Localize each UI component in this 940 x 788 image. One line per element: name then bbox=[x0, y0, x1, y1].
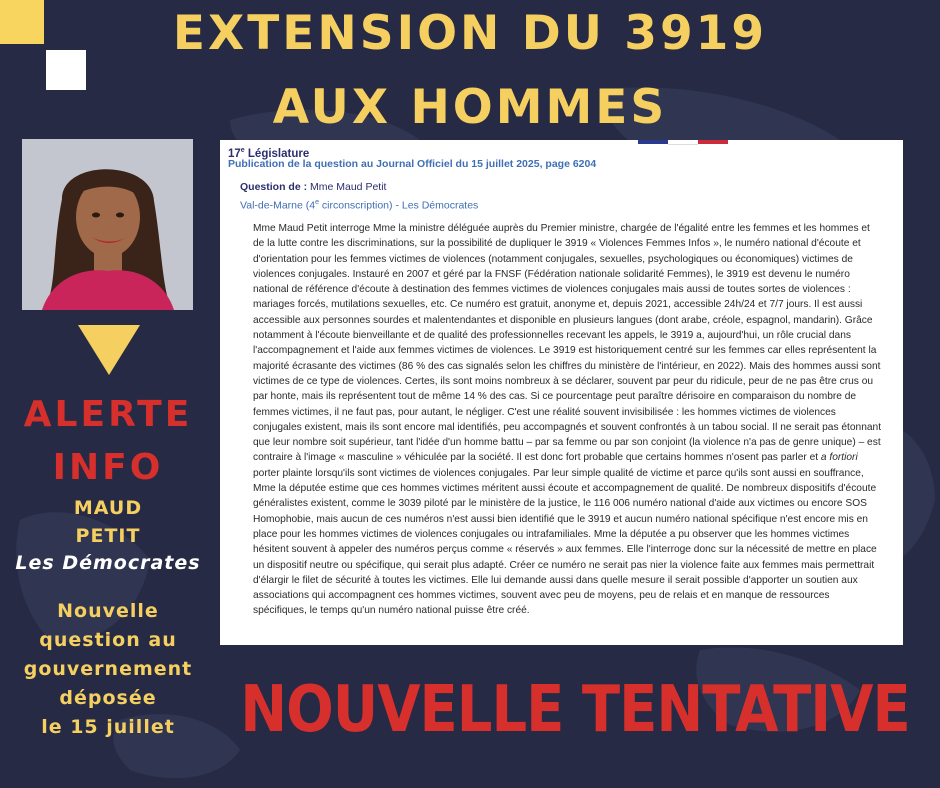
question-note-line: le 15 juillet bbox=[41, 716, 175, 738]
decor-square-yellow bbox=[0, 0, 44, 44]
question-note-line: déposée bbox=[59, 687, 157, 709]
page-title-line2: AUX HOMMES bbox=[272, 80, 668, 135]
question-body-part2: porter plainte lorsqu'ils sont victimes de violences conjugales. Par leur simple qualité de victime et parce qu'ils sont aussi en souffrance, Mme la députée estime que ces hommes victimes méritent aussi écoute et accompagnement de qualité. De nombreux dispositifs d'écoute généralistes existent, comme le 3039 piloté par le ministère de la justice, le 116 006 numéro national d'aide aux victimes ou encore SOS Homophobie, mais aucun de ces numéros n'est aussi bien identifié que le 3919 et aucun numéro national spécifique n'est encore mis en place pour les hommes victimes de violences conjugales ou intrafamiliales. Mme la députée a pu observer que les hommes victimes hésitent souvent à appeler des numéros perçus comme « réservés » aux femmes. Elle l'interroge donc sur la nécessité de mettre en place un dispositif neutre ou spécifique, qui serait plus adapté. Créer ce numéro ne serait pas nier la violence faite aux femmes mais permettrait d'élargir le filet de sécurité à toutes les victimes. Elle lui demande aussi dans quelle mesure il serait possible d'apporter un soutien aux associations qui accompagnent ces hommes victimes, souvent avec peu de moyens, peu de relais et en manque de ressources spécifiques, le temps qu'un numéro national puisse être créé. bbox=[253, 467, 877, 617]
constituency-prefix: Val-de-Marne (4 bbox=[240, 199, 316, 212]
page-title-line1: EXTENSION DU 3919 bbox=[172, 6, 768, 61]
legislature-suffix: e bbox=[240, 147, 245, 154]
flag-red-stripe bbox=[698, 140, 728, 144]
question-body-italic: a fortiori bbox=[820, 452, 858, 464]
question-body bbox=[253, 221, 884, 619]
legislature-number: 17 bbox=[228, 147, 241, 160]
flag-blue-stripe bbox=[638, 140, 668, 144]
legislature-label: Législature bbox=[244, 147, 310, 160]
question-note-line: gouvernement bbox=[23, 658, 193, 680]
question-note-line: question au bbox=[39, 629, 177, 651]
question-note bbox=[0, 597, 216, 742]
constituency-sup: e bbox=[315, 199, 319, 206]
bottom-banner: NOUVELLE TENTATIVE bbox=[240, 672, 910, 748]
deputy-party: Les Démocrates bbox=[15, 552, 201, 574]
question-document bbox=[220, 140, 903, 645]
question-author-line bbox=[240, 181, 386, 194]
deputy-first-name: MAUD bbox=[73, 497, 143, 519]
question-body-part1: Mme Maud Petit interroge Mme la ministre déléguée auprès du Premier ministre, chargée de l'égalité entre les femmes et les hommes et de la lutte contre les discriminations, sur la possibilité de dupliquer le 3919 « Violences Femmes Infos », le numéro national d'écoute et d'orientation pour les femmes victimes de violences (notamment conjugales, sexuelles, psychologiques ou économiques) victimes de violences conjugales. Instauré en 2007 et géré par la FNSF (Fédération nationale solidarité Femmes), le 3919 est devenu le numéro national de référence d'écoute à destination des femmes victimes de violences conjugales mais aussi de toutes sortes de violences : mariages forcés, mutilations sexuelles, etc. Ce numéro est gratuit, anonyme et, depuis 2021, accessible 24h/24 et 7/7 jours. Il est aussi accessible aux personnes sourdes et malentendantes et disponible en plusieurs langues (dont arabe, créole, espagnol, mandarin). Grâce notamment à l'écoute bienveillante et de qualité des professionnelles recevant les appels, le 3919 a, aujourd'hui, un rôle crucial dans l'accompagnement et l'aide aux femmes victimes de violences. Le 3919 est historiquement centré sur les femmes car elles représentent la majorité écrasante des victimes (86 % des cas signalés selon les chiffres du ministère de l'intérieur, en 2022). Mais des hommes aussi sont victimes de ce type de violences. Certes, ils sont moins nombreux à se déclarer, souvent par peur du ridicule, peur de ne pas être crus ou par honte, mais ils représentent tout de même 14 % des cas. Si ce pourcentage peut paraître dérisoire en comparaison du nombre de femmes victimes, il ne faut pas, pour autant, le négliger. C'est une réalité souvent invisibilisée : les hommes victimes de violences conjugales existent, mais ils sont encore mal identifiés, peu accompagnés et souvent confrontés à un tabou social. Il ne serait pas étonnant que leur nombre soit supérieur, tant l'idée d'un homme battu – par sa femme ou par son conjoint (la violence n'a pas de genre unique) – est contraire à l'image « masculine » véhiculée par la société. Il est donc fort probable que certains hommes n'osent pas parler et bbox=[253, 223, 882, 464]
publication-line: Publication de la question au Journal Officiel du 15 juillet 2025, page 6204 bbox=[228, 158, 597, 170]
down-arrow-icon bbox=[78, 325, 140, 375]
flag-white-stripe bbox=[668, 140, 698, 145]
portrait-illustration bbox=[22, 139, 193, 310]
deputy-last-name: PETIT bbox=[75, 525, 141, 547]
alert-label-line2: INFO bbox=[52, 447, 164, 488]
portrait-photo bbox=[22, 139, 193, 310]
constituency-suffix: circonscription) - Les Démocrates bbox=[319, 199, 479, 212]
decor-square-white bbox=[46, 50, 86, 90]
constituency-line bbox=[240, 196, 478, 213]
question-note-line: Nouvelle bbox=[57, 600, 159, 622]
question-author: Mme Maud Petit bbox=[307, 181, 387, 193]
question-label: Question de : bbox=[240, 181, 308, 193]
alert-label-line1: ALERTE bbox=[23, 394, 193, 435]
